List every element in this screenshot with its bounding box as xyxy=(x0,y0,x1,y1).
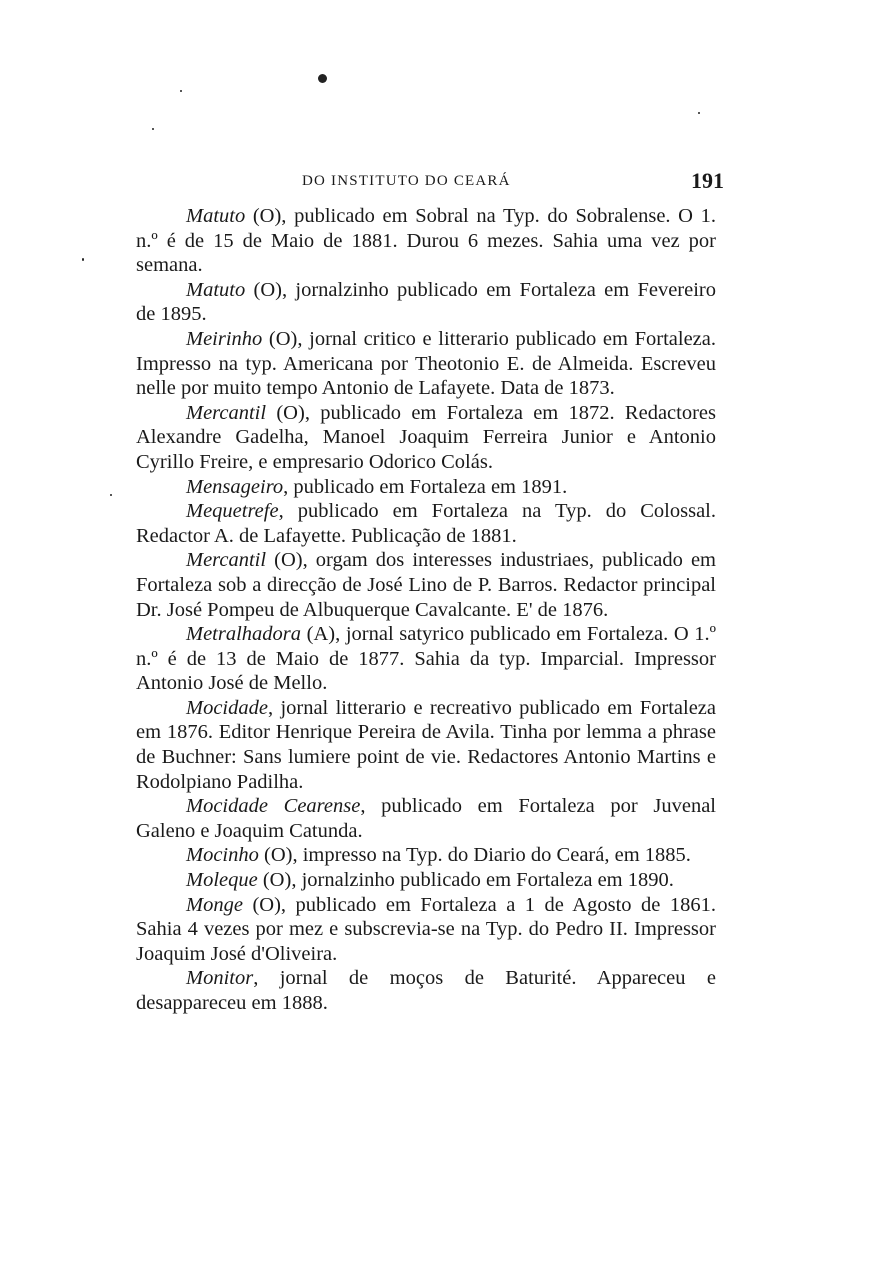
entry-title: Monge xyxy=(186,893,243,916)
entry xyxy=(136,794,716,843)
print-speck xyxy=(110,494,112,496)
page-number: 191 xyxy=(691,168,724,193)
running-title: DO INSTITUTO DO CEARÁ xyxy=(302,173,511,189)
entry-title: Mequetrefe xyxy=(186,500,279,523)
entry-text: , publicado em Fortaleza por Juvenal Galeno e Joaquim Catunda. xyxy=(136,795,716,842)
entry xyxy=(136,893,716,967)
entry-text: , jornal de moços de Baturité. Appareceu e desappareceu em 1888. xyxy=(136,967,716,1014)
entry xyxy=(136,401,716,475)
entry-text: (O), publicado em Sobral na Typ. do Sobralense. O 1. n.º é de 15 de Maio de 1881. Durou 6 mezes. Sahia uma vez por semana. xyxy=(136,205,716,277)
entry xyxy=(136,966,716,1015)
entry-title: Matuto xyxy=(186,205,246,227)
entry-text: (O), publicado em Fortaleza a 1 de Agosto de 1861. Sahia 4 vezes por mez e subscrevia-se na Typ. do Pedro II. Impressor Joaquim José d'Oliveira. xyxy=(136,893,716,965)
entry-title: Mocidade Cearense xyxy=(186,795,361,818)
print-speck xyxy=(698,112,700,114)
entry-text: (O), orgam dos interesses industriaes, publicado em Fortaleza sob a direcção de José Lino de P. Barros. Redactor principal Dr. José Pompeu de Albuquerque Cavalcante. E' de 1876. xyxy=(136,549,716,621)
entry xyxy=(136,327,716,401)
entry-title: Mercantil xyxy=(186,401,267,424)
entry-title: Metralhadora xyxy=(186,623,302,646)
entry xyxy=(136,475,716,500)
entry xyxy=(136,622,716,696)
page-header xyxy=(136,168,724,194)
entry-title: Mocinho xyxy=(186,844,259,867)
entry-text: (A), jornal satyrico publicado em Fortaleza. O 1.º n.º é de 13 de Maio de 1877. Sahia da typ. Imparcial. Impressor Antonio José de Mello. xyxy=(136,623,716,695)
entry xyxy=(136,499,716,548)
entry-text: (O), publicado em Fortaleza em 1872. Redactores Alexandre Gadelha, Manoel Joaquim Ferreira Junior e Antonio Cyrillo Freire, e empresario Odorico Colás. xyxy=(136,401,716,473)
entry-text: (O), jornal critico e litterario publicado em Fortaleza. Impresso na typ. Americana por Theotonio E. de Almeida. Escreveu nelle por muito tempo Antonio de Lafayete. Data de 1873. xyxy=(136,327,716,400)
page-body xyxy=(136,204,716,1016)
entry xyxy=(136,696,716,794)
print-speck xyxy=(82,258,84,261)
entry-title: Moleque xyxy=(186,869,258,892)
entry-title: Matuto xyxy=(186,278,246,301)
entry xyxy=(136,548,716,622)
entry-title: Monitor xyxy=(186,967,254,990)
entry-title: Mensageiro xyxy=(186,475,284,498)
print-speck xyxy=(180,90,182,92)
entry-title: Mocidade xyxy=(186,696,268,719)
entry-text: (O), impresso na Typ. do Diario do Ceará, em 1885. xyxy=(258,844,691,867)
entry-text: (O), jornalzinho publicado em Fortaleza em Fevereiro de 1895. xyxy=(136,278,716,326)
print-speck xyxy=(318,74,327,83)
entry-title: Meirinho xyxy=(186,327,263,350)
entry xyxy=(136,868,716,893)
entry xyxy=(136,843,716,868)
entry-title: Mercantil xyxy=(186,549,267,572)
entry xyxy=(136,204,716,278)
entry-text: , publicado em Fortaleza na Typ. do Colossal. Redactor A. de Lafayette. Publicação de 1881. xyxy=(136,500,716,547)
print-speck xyxy=(152,128,154,130)
entry-text: , publicado em Fortaleza em 1891. xyxy=(283,475,568,498)
entry xyxy=(136,278,716,327)
entry-text: (O), jornalzinho publicado em Fortaleza em 1890. xyxy=(257,869,674,892)
entry-text: , jornal litterario e recreativo publicado em Fortaleza em 1876. Editor Henrique Pereira de Avila. Tinha por lemma a phrase de Buchner: Sans lumiere point de vie. Redactores Antonio Martins e Rodolpiano Padilha. xyxy=(136,696,716,793)
